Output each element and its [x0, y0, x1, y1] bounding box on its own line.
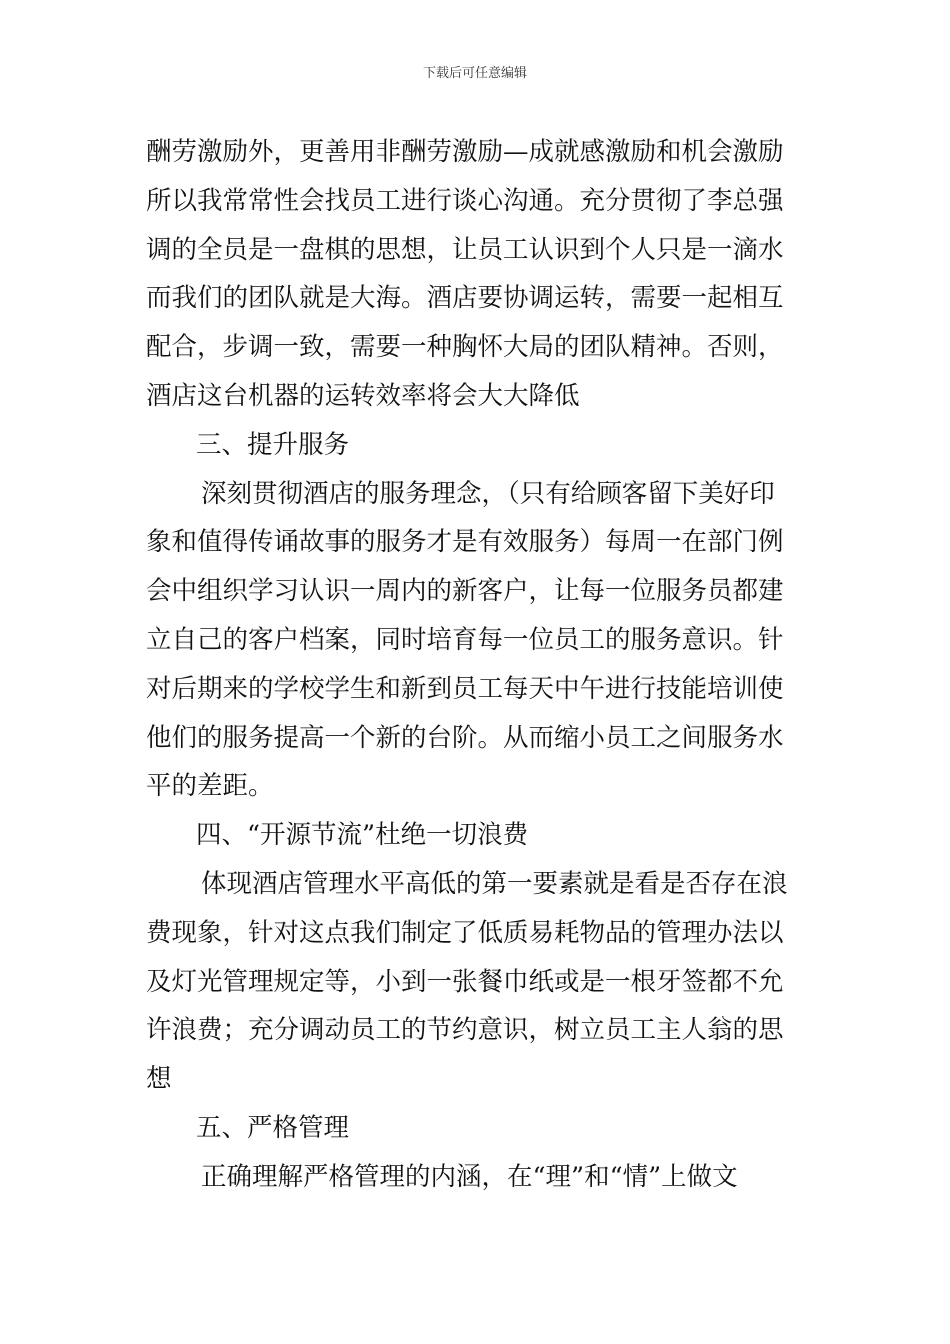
text-line: 他们的服务提高一个新的台阶。从而缩小员工之间服务水: [146, 722, 784, 753]
text-line: 平的差距。: [146, 771, 274, 802]
text-line: 对后期来的学校学生和新到员工每天中午进行技能培训使: [146, 673, 784, 704]
paragraph-first-line: 正确理解严格管理的内涵，在“理”和“情”上做文: [201, 1161, 738, 1192]
paragraph-first-line: 深刻贯彻酒店的服务理念，（只有给顾客留下美好印: [201, 478, 775, 509]
text-line: 酒店这台机器的运转效率将会大大降低: [146, 380, 580, 411]
text-line: 调的全员是一盘棋的思想，让员工认识到个人只是一滴水: [146, 234, 784, 265]
page-header-note: 下载后可任意编辑: [422, 66, 527, 81]
document-body: [146, 128, 808, 1202]
text-line: 所以我常常性会找员工进行谈心沟通。充分贯彻了李总强: [146, 185, 784, 216]
text-line: 想: [146, 1064, 172, 1095]
text-line: 而我们的团队就是大海。酒店要协调运转，需要一起相互: [146, 283, 784, 314]
text-line: 会中组织学习认识一周内的新客户，让每一位服务员都建: [146, 576, 784, 607]
text-line: 立自己的客户档案，同时培育每一位员工的服务意识。针: [146, 624, 784, 655]
section-heading: 三、提升服务: [196, 429, 350, 460]
text-line: 费现象，针对这点我们制定了低质易耗物品的管理办法以: [146, 917, 784, 948]
text-line: 酬劳激励外，更善用非酬劳激励—成就感激励和机会激励: [146, 137, 784, 167]
section-heading: 四、“开源节流”杜绝一切浪费: [196, 820, 529, 851]
text-line: 许浪费；充分调动员工的节约意识，树立员工主人翁的思: [146, 1015, 784, 1046]
section-heading: 五、严格管理: [196, 1112, 350, 1143]
paragraph-first-line: 体现酒店管理水平高低的第一要素就是看是否存在浪: [201, 868, 788, 899]
text-line: 及灯光管理规定等，小到一张餐巾纸或是一根牙签都不允: [146, 966, 784, 997]
text-line: 象和值得传诵故事的服务才是有效服务）每周一在部门例: [146, 527, 784, 558]
text-line: 配合，步调一致，需要一种胸怀大局的团队精神。否则，: [146, 332, 784, 363]
